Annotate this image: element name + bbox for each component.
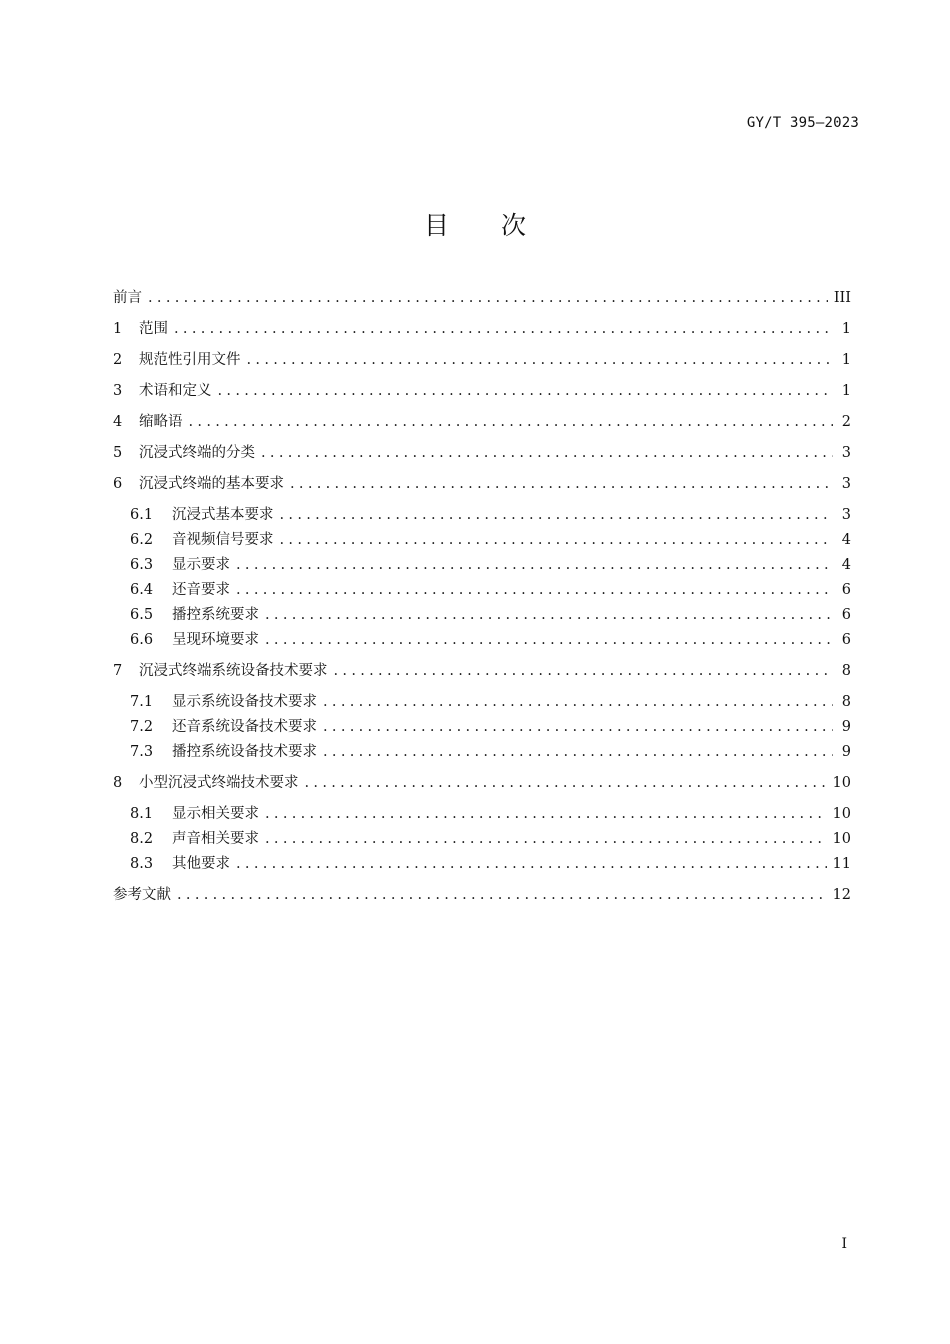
toc-entry-number: 8 — [113, 775, 123, 791]
toc-entry-title: 显示要求 — [172, 557, 230, 573]
toc-entry-title: 沉浸式基本要求 — [172, 507, 274, 523]
toc-entry-title: 小型沉浸式终端技术要求 — [139, 775, 299, 791]
toc-entry-title: 呈现环境要求 — [172, 632, 259, 648]
footer-page-number: I — [841, 1236, 847, 1252]
toc-dot-leader — [305, 773, 827, 793]
toc-entry-number: 2 — [113, 352, 123, 368]
toc-entry-6-1[interactable] — [130, 505, 851, 525]
toc-entry-8-3[interactable] — [130, 854, 851, 874]
toc-entry-title: 沉浸式终端的基本要求 — [139, 476, 284, 492]
toc-page-number: 3 — [841, 507, 851, 523]
toc-entry-7[interactable] — [113, 661, 851, 681]
toc-entry-title: 沉浸式终端的分类 — [139, 445, 255, 461]
toc-entry-title: 声音相关要求 — [172, 831, 259, 847]
toc-entry-number: 1 — [113, 321, 123, 337]
toc-entry-title: 显示系统设备技术要求 — [172, 694, 317, 710]
toc-page-number: 12 — [832, 887, 851, 903]
page-title: 目 次 — [424, 211, 548, 240]
toc-entry-2[interactable] — [113, 350, 851, 370]
toc-dot-leader — [280, 530, 834, 550]
toc-entry-7-3[interactable] — [130, 742, 851, 762]
toc-dot-leader — [174, 319, 833, 339]
toc-entry-title: 术语和定义 — [139, 383, 212, 399]
toc-page-number: 10 — [832, 806, 851, 822]
toc-entry-number: 7.1 — [130, 694, 154, 710]
toc-entry-8-1[interactable] — [130, 804, 851, 824]
toc-page-number: 4 — [841, 532, 851, 548]
toc-entry-number: 7.2 — [130, 719, 154, 735]
toc-entry-7-1[interactable] — [130, 692, 851, 712]
toc-page-number: 6 — [841, 607, 851, 623]
toc-entry-number: 7 — [113, 663, 123, 679]
toc-page-number: 3 — [841, 445, 851, 461]
toc-dot-leader — [334, 661, 834, 681]
toc-entry-number: 6.6 — [130, 632, 154, 648]
toc-entry-title: 播控系统设备技术要求 — [172, 744, 317, 760]
toc-entry-6[interactable] — [113, 474, 851, 494]
toc-dot-leader — [323, 717, 833, 737]
toc-page-number: 1 — [841, 383, 851, 399]
toc-dot-leader — [236, 555, 833, 575]
toc-dot-leader — [236, 854, 827, 874]
toc-page-number: 1 — [841, 321, 851, 337]
toc-page-number: III — [833, 290, 851, 306]
toc-entry-number: 6 — [113, 476, 123, 492]
toc-dot-leader — [236, 580, 833, 600]
toc-dot-leader — [247, 350, 834, 370]
toc-entry-6-5[interactable] — [130, 605, 851, 625]
toc-entry-8-2[interactable] — [130, 829, 851, 849]
toc-dot-leader — [265, 829, 827, 849]
toc-dot-leader — [177, 885, 827, 905]
toc-dot-leader — [290, 474, 833, 494]
toc-entry-bibliography[interactable] — [113, 885, 851, 905]
toc-entry-6-2[interactable] — [130, 530, 851, 550]
toc-page-number: 6 — [841, 582, 851, 598]
toc-page-number: 6 — [841, 632, 851, 648]
toc-page-number: 10 — [832, 831, 851, 847]
toc-entry-title: 还音系统设备技术要求 — [172, 719, 317, 735]
toc-entry-title: 音视频信号要求 — [172, 532, 274, 548]
toc-page-number: 4 — [841, 557, 851, 573]
toc-page-number: 10 — [832, 775, 851, 791]
toc-entry-1[interactable] — [113, 319, 851, 339]
toc-page-number: 2 — [841, 414, 851, 430]
toc-entry-title: 其他要求 — [172, 856, 230, 872]
toc-page-number: 3 — [841, 476, 851, 492]
toc-entry-number: 6.3 — [130, 557, 154, 573]
standard-code: GY/T 395—2023 — [746, 115, 859, 131]
toc-entry-title: 规范性引用文件 — [139, 352, 241, 368]
toc-entry-title: 还音要求 — [172, 582, 230, 598]
toc-entry-title: 显示相关要求 — [172, 806, 259, 822]
toc-entry-title: 播控系统要求 — [172, 607, 259, 623]
toc-dot-leader — [265, 804, 827, 824]
toc-entry-title: 范围 — [139, 321, 168, 337]
toc-entry-3[interactable] — [113, 381, 851, 401]
toc-entry-title: 沉浸式终端系统设备技术要求 — [139, 663, 328, 679]
toc-entry-number: 8.1 — [130, 806, 154, 822]
toc-entry-number: 6.5 — [130, 607, 154, 623]
toc-entry-number: 3 — [113, 383, 123, 399]
toc-entry-6-3[interactable] — [130, 555, 851, 575]
toc-entry-5[interactable] — [113, 443, 851, 463]
toc-dot-leader — [323, 742, 833, 762]
toc-dot-leader — [265, 605, 833, 625]
toc-page-number: 11 — [832, 856, 851, 872]
toc-page-number: 8 — [841, 694, 851, 710]
toc-entry-number: 8.3 — [130, 856, 154, 872]
toc-entry-number: 6.2 — [130, 532, 154, 548]
toc-page-number: 8 — [841, 663, 851, 679]
toc-page-number: 9 — [841, 719, 851, 735]
toc-entry-foreword[interactable] — [113, 288, 851, 308]
toc-entry-6-6[interactable] — [130, 630, 851, 650]
toc-entry-number: 5 — [113, 445, 123, 461]
toc-page-number: 9 — [841, 744, 851, 760]
toc-entry-7-2[interactable] — [130, 717, 851, 737]
toc-entry-number: 8.2 — [130, 831, 154, 847]
toc-entry-title: 缩略语 — [139, 414, 183, 430]
toc-entry-6-4[interactable] — [130, 580, 851, 600]
toc-dot-leader — [280, 505, 834, 525]
toc-entry-title: 参考文献 — [113, 887, 171, 903]
toc-dot-leader — [189, 412, 834, 432]
toc-entry-number: 6.4 — [130, 582, 154, 598]
toc-entry-8[interactable] — [113, 773, 851, 793]
toc-dot-leader — [218, 381, 834, 401]
toc-entry-title: 前言 — [113, 290, 142, 306]
toc-entry-number: 6.1 — [130, 507, 154, 523]
toc-entry-4[interactable] — [113, 412, 851, 432]
toc-page-number: 1 — [841, 352, 851, 368]
toc-entry-number: 7.3 — [130, 744, 154, 760]
toc-dot-leader — [323, 692, 833, 712]
toc-dot-leader — [148, 288, 828, 308]
toc-dot-leader — [261, 443, 833, 463]
toc-dot-leader — [265, 630, 833, 650]
toc-entry-number: 4 — [113, 414, 123, 430]
